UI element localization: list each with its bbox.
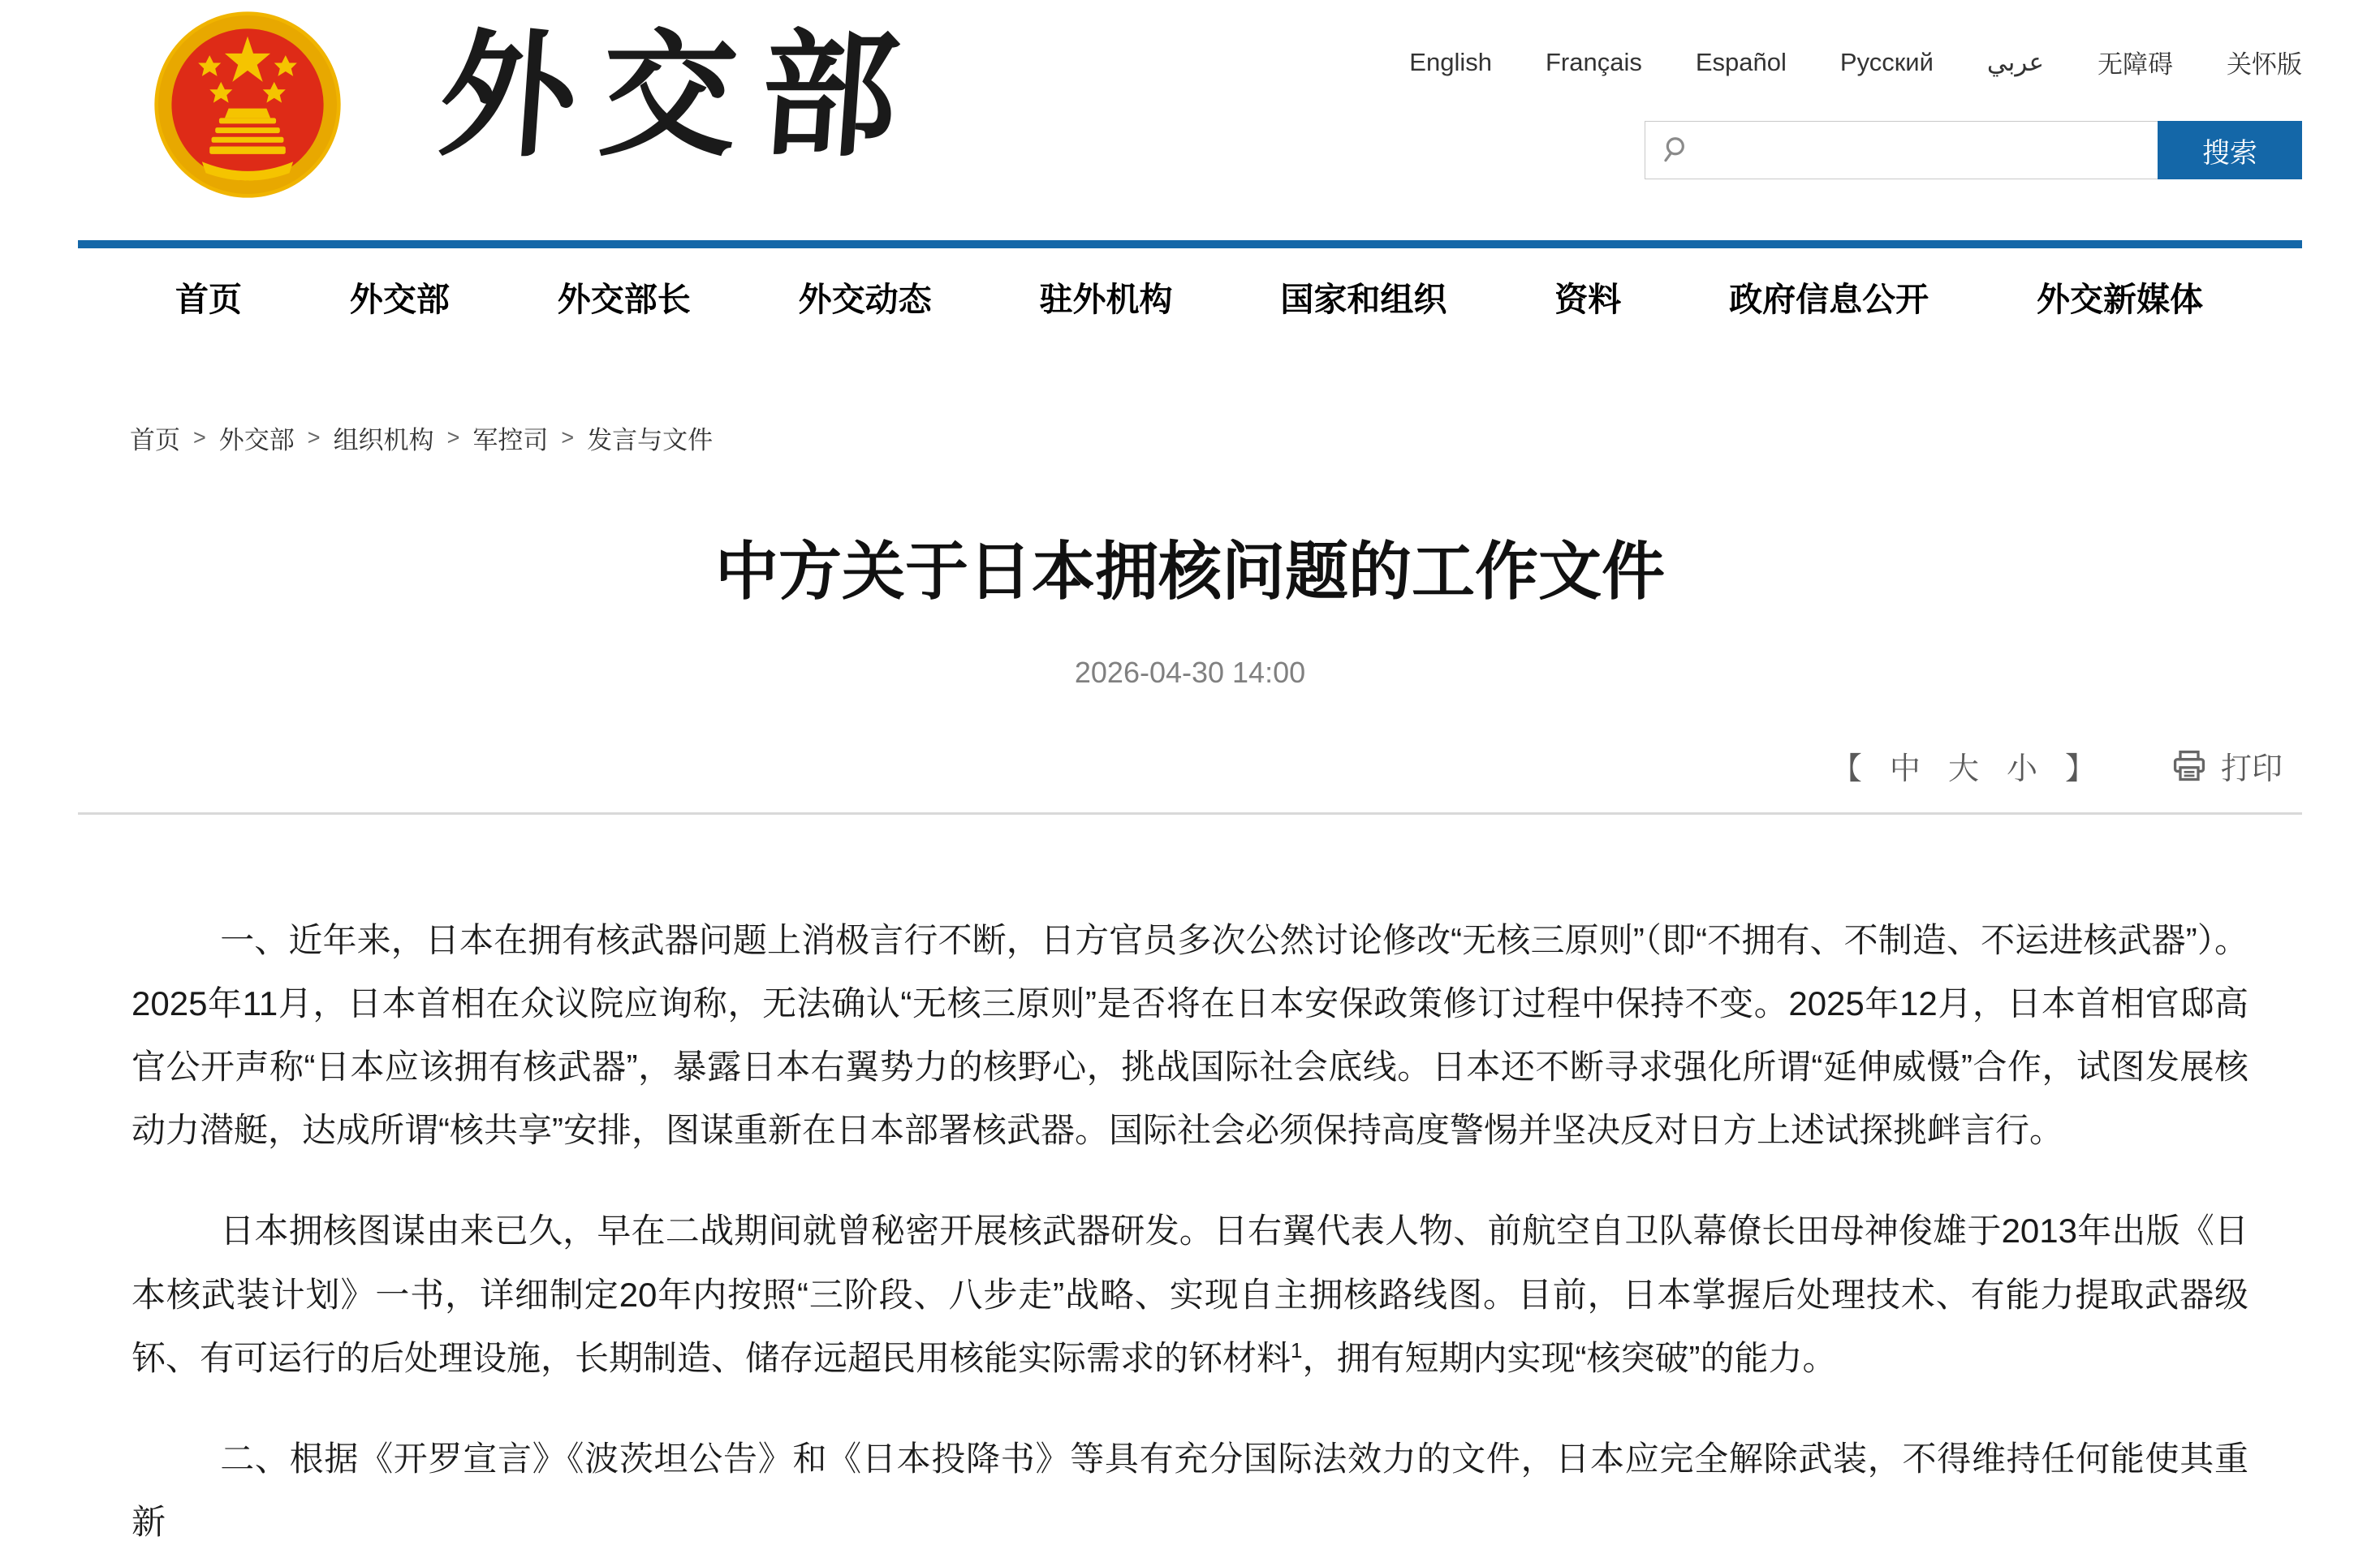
paragraph-text: 一、近年来，日本在拥有核武器问题上消极言行不断，日方官员多次公然讨论修改“无核三原则”（即“不拥有、不制造、不运进核武器”）。2025年11月，日本首相在众议院应询称，无法确认“无核三原则”是否将在日本安保政策修订过程中保持不变。2025年12月，日本首相官邸高官公开声称“日本应该拥有核武器”，暴露日本右翼势力的核野心，挑战国际社会底线。日本还不断寻求强化所谓“延伸威慑”合作，试图发展核动力潜艇，达成所谓“核共享”安排，图谋重新在日本部署核武器。国际社会必须保持高度警惕并坚决反对日方上述试探挑衅言行。 [132, 921, 2248, 1150]
nav-item[interactable]: 国家和组织 [1280, 281, 1447, 318]
language-link[interactable]: English [1409, 47, 1492, 76]
search-row [1645, 121, 2302, 179]
breadcrumb [78, 420, 2302, 456]
article-paragraph [132, 909, 2248, 1162]
bracket-open: 【 [1830, 752, 1862, 786]
search-button[interactable]: 搜索 [2158, 121, 2302, 179]
language-link[interactable]: 关怀版 [2227, 50, 2302, 79]
site-calligraphy-logo: 外交部 [434, 15, 928, 175]
footnote-reference: 1 [1291, 1337, 1303, 1362]
printer-icon [2171, 748, 2208, 784]
search-icon [1662, 135, 1693, 166]
search-input[interactable] [1645, 121, 2158, 179]
language-link[interactable]: 无障碍 [2098, 50, 2173, 79]
article-paragraph [132, 1427, 2248, 1554]
article-body [78, 909, 2302, 1554]
bracket-close: 】 [2064, 752, 2096, 786]
paragraph-text: 日本拥核图谋由来已久，早在二战期间就曾秘密开展核武器研发。日右翼代表人物、前航空自卫队幕僚长田母神俊雄于2013年出版《日本核武装计划》一书，详细制定20年内按照“三阶段、八步走”战略、实现自主拥核路线图。目前，日本掌握后处理技术、有能力提取武器级钚、有可运行的后处理设施，长期制造、储存远超民用核能实际需求的钚材料 [132, 1212, 2248, 1377]
nav-item[interactable]: 外交新媒体 [2037, 281, 2203, 318]
nav-item[interactable]: 外交动态 [798, 281, 932, 318]
main-nav [78, 248, 2302, 342]
nav-item[interactable]: 外交部 [349, 281, 450, 318]
header [78, 0, 2302, 240]
nav-item[interactable]: 政府信息公开 [1729, 281, 1929, 318]
article-paragraph [132, 1199, 2248, 1389]
header-right [1409, 10, 2302, 240]
article-tools [78, 743, 2302, 788]
language-link[interactable]: Español [1695, 47, 1787, 76]
breadcrumb-separator: > [193, 425, 206, 450]
nav-item[interactable]: 资料 [1554, 281, 1622, 318]
nav-accent-line [78, 240, 2302, 248]
search-box [1645, 121, 2158, 179]
print-label: 打印 [2220, 752, 2283, 786]
article-date: 2026-04-30 14:00 [1074, 656, 1306, 689]
national-emblem-icon [153, 10, 343, 200]
paragraph-text: ，拥有短期内实现“核突破”的能力。 [1302, 1338, 1837, 1377]
breadcrumb-item[interactable]: 发言与文件 [587, 426, 714, 454]
language-link[interactable]: Русский [1839, 47, 1934, 76]
breadcrumb-item[interactable]: 组织机构 [333, 426, 434, 454]
breadcrumb-item[interactable]: 军控司 [472, 426, 549, 454]
language-links [1409, 44, 2302, 80]
nav-item[interactable]: 外交部长 [557, 281, 691, 318]
divider [78, 812, 2302, 815]
page-title: 中方关于日本拥核问题的工作文件 [714, 536, 1665, 607]
print-button[interactable] [2171, 743, 2283, 788]
breadcrumb-item[interactable]: 首页 [130, 426, 180, 454]
nav-item[interactable]: 驻外机构 [1039, 281, 1173, 318]
breadcrumb-separator: > [307, 425, 321, 450]
font-size-controls [1831, 743, 2096, 788]
logo-area [78, 10, 928, 240]
language-link[interactable]: Français [1545, 47, 1642, 76]
language-link[interactable]: عربي [1986, 47, 2044, 76]
nav-item[interactable]: 首页 [175, 281, 242, 318]
font-size-large-button[interactable]: 大 [1947, 752, 1979, 786]
breadcrumb-separator: > [561, 425, 575, 450]
font-size-medium-button[interactable]: 中 [1889, 752, 1921, 786]
paragraph-text: 二、根据《开罗宣言》《波茨坦公告》和《日本投降书》等具有充分国际法效力的文件，日本应完全解除武装，不得维持任何能使其重新 [132, 1439, 2248, 1541]
breadcrumb-item[interactable]: 外交部 [218, 426, 295, 454]
breadcrumb-separator: > [446, 425, 460, 450]
font-size-small-button[interactable]: 小 [2006, 752, 2037, 786]
